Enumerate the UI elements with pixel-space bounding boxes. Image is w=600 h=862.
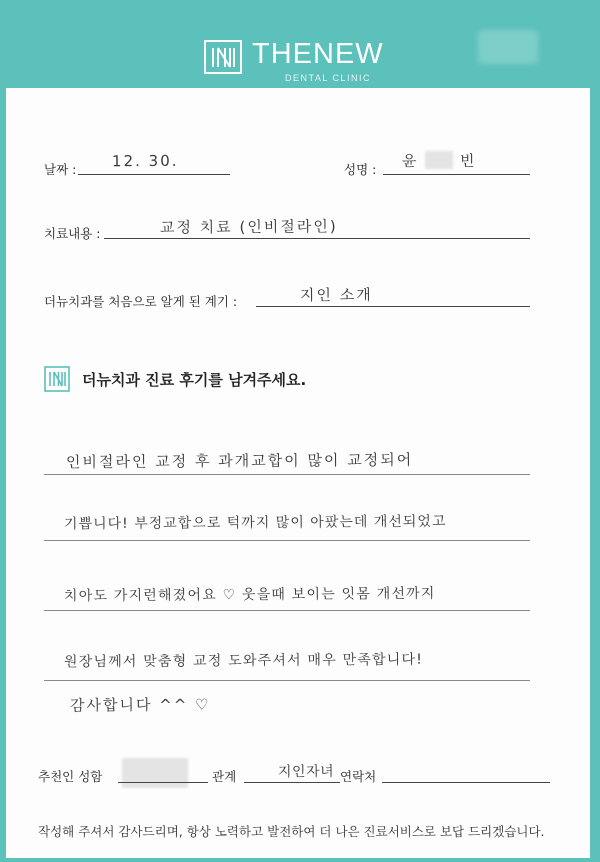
contact-underline <box>382 782 550 783</box>
relation-value: 지인자녀 <box>277 763 335 781</box>
review-title: 더뉴치과 진료 후기를 남겨주세요. <box>82 371 307 389</box>
date-underline <box>78 174 230 175</box>
reason-underline <box>256 306 530 307</box>
referrer-name-label: 추천인 성함 <box>38 769 103 784</box>
relation-underline <box>244 782 340 783</box>
review-line: 치아도 가지런해졌어요 ♡ 웃을때 보이는 잇몸 개선까지 <box>63 585 436 605</box>
review-line: 원장님께서 맞춤형 교정 도와주셔서 매우 만족합니다! <box>63 651 424 671</box>
brand-subtitle: DENTAL CLINIC <box>285 73 372 83</box>
relation-label: 관계 <box>212 769 237 784</box>
name-first: 윤 <box>401 151 419 171</box>
treatment-underline <box>104 238 530 239</box>
review-rule <box>44 474 530 475</box>
reason-value: 지인 소개 <box>299 285 373 305</box>
date-label: 날짜 : <box>44 162 77 177</box>
review-rule <box>44 680 530 681</box>
reason-label: 더뉴치과를 처음으로 알게 된 계기 : <box>44 294 238 309</box>
review-line: 인비절라인 교정 후 과개교합이 많이 교정되어 <box>65 450 414 472</box>
review-rule <box>44 610 530 611</box>
referrer-name-redaction <box>122 758 188 788</box>
blurred-corner-mark <box>478 30 538 64</box>
name-redaction <box>425 151 453 169</box>
treatment-value: 교정 치료 (인비절라인) <box>159 217 338 237</box>
footer-note: 작성해 주셔서 감사드리며, 항상 노력하고 발전하여 더 나은 진료서비스로 보답 드리겠습니다. <box>38 824 545 839</box>
name-underline <box>383 174 530 175</box>
treatment-label: 치료내용 : <box>44 226 101 241</box>
date-value: 12. 30. <box>111 151 179 171</box>
brand-name: THENEW <box>252 38 384 70</box>
review-line: 감사합니다 ^^ ♡ <box>69 695 211 715</box>
name-label: 성명 : <box>344 162 377 177</box>
review-rule <box>44 540 530 541</box>
header-band <box>0 0 600 88</box>
referrer-name-underline <box>118 782 208 783</box>
contact-label: 연락처 <box>340 769 377 784</box>
tn-logo-icon <box>44 366 70 392</box>
review-line: 기쁩니다! 부정교합으로 턱까지 많이 아팠는데 개선되었고 <box>63 513 447 533</box>
tn-logo-icon <box>204 40 242 74</box>
form-paper <box>6 88 590 858</box>
name-last: 빈 <box>459 151 477 171</box>
